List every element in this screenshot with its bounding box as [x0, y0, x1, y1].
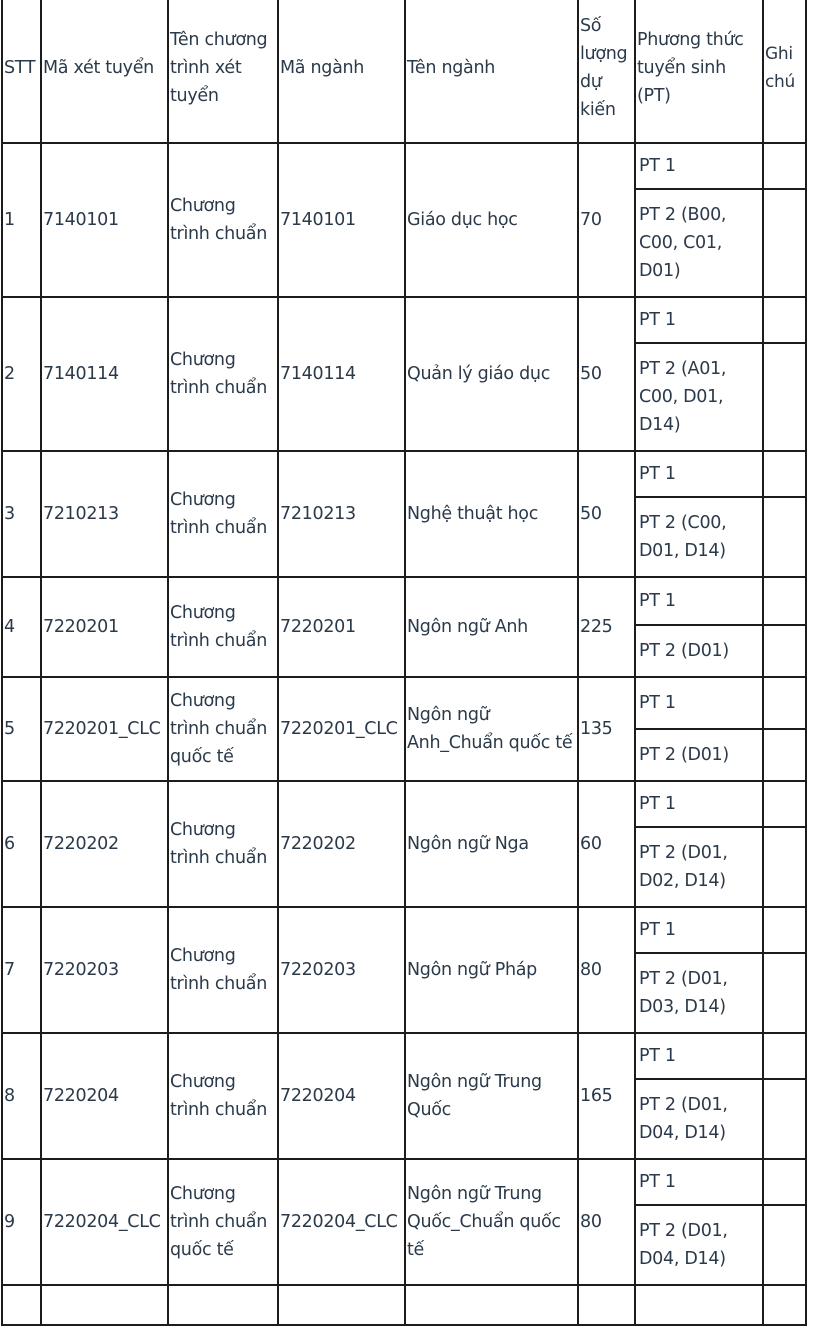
table-row-partial	[2, 1285, 806, 1325]
row-chuong-trinh: Chương trình chuẩn quốc tế	[168, 1159, 278, 1285]
row-pt2: PT 2 (B00, C00, C01, D01)	[635, 189, 763, 297]
row-stt: 5	[2, 677, 41, 781]
row-note	[763, 953, 806, 1033]
row-ten-nganh: Ngôn ngữ Trung Quốc_Chuẩn quốc tế	[405, 1159, 578, 1285]
row-ma-xet-tuyen: 7220201	[41, 577, 168, 677]
row-ten-nganh: Ngôn ngữ Anh	[405, 577, 578, 677]
row-ma-xet-tuyen: 7220204	[41, 1033, 168, 1159]
row-ma-nganh: 7210213	[278, 451, 405, 577]
row-pt1: PT 1	[635, 143, 763, 189]
row-ma-nganh: 7220204_CLC	[278, 1159, 405, 1285]
row-ma-nganh: 7220202	[278, 781, 405, 907]
row-ten-nganh: Quản lý giáo dục	[405, 297, 578, 451]
row-chuong-trinh: Chương trình chuẩn	[168, 781, 278, 907]
row-ma-xet-tuyen: 7140101	[41, 143, 168, 297]
row-ma-xet-tuyen: 7220203	[41, 907, 168, 1033]
row-partial-cell	[2, 1285, 41, 1325]
table-row	[2, 577, 806, 625]
header-ten-chuong-trinh: Tên chương trình xét tuyển	[168, 0, 278, 143]
row-ten-nganh: Ngôn ngữ Anh_Chuẩn quốc tế	[405, 677, 578, 781]
row-so-luong: 165	[578, 1033, 635, 1159]
row-stt: 8	[2, 1033, 41, 1159]
row-ma-xet-tuyen: 7210213	[41, 451, 168, 577]
row-note	[763, 343, 806, 451]
row-partial-cell	[578, 1285, 635, 1325]
row-pt1: PT 1	[635, 1033, 763, 1079]
table-row	[2, 1159, 806, 1205]
row-ma-nganh: 7220201	[278, 577, 405, 677]
row-partial-cell	[763, 1285, 806, 1325]
row-so-luong: 50	[578, 297, 635, 451]
row-so-luong: 80	[578, 907, 635, 1033]
row-so-luong: 80	[578, 1159, 635, 1285]
row-note	[763, 1033, 806, 1079]
row-pt1: PT 1	[635, 297, 763, 343]
row-so-luong: 60	[578, 781, 635, 907]
row-ma-xet-tuyen: 7220204_CLC	[41, 1159, 168, 1285]
header-ma-xet-tuyen: Mã xét tuyển	[41, 0, 168, 143]
row-note	[763, 1159, 806, 1205]
row-ma-xet-tuyen: 7220202	[41, 781, 168, 907]
row-stt: 1	[2, 143, 41, 297]
row-chuong-trinh: Chương trình chuẩn	[168, 1033, 278, 1159]
row-note	[763, 907, 806, 953]
row-partial-cell	[635, 1285, 763, 1325]
header-stt: STT	[2, 0, 41, 143]
row-note	[763, 189, 806, 297]
header-ghi-chu: Ghi chú	[763, 0, 806, 143]
row-ma-xet-tuyen: 7140114	[41, 297, 168, 451]
table-row	[2, 451, 806, 497]
row-ten-nganh: Giáo dục học	[405, 143, 578, 297]
row-stt: 9	[2, 1159, 41, 1285]
row-chuong-trinh: Chương trình chuẩn	[168, 451, 278, 577]
row-pt1: PT 1	[635, 1159, 763, 1205]
row-note	[763, 781, 806, 827]
row-pt1: PT 1	[635, 677, 763, 729]
row-note	[763, 497, 806, 577]
row-ma-nganh: 7220201_CLC	[278, 677, 405, 781]
header-phuong-thuc: Phương thức tuyển sinh (PT)	[635, 0, 763, 143]
row-chuong-trinh: Chương trình chuẩn	[168, 297, 278, 451]
row-stt: 7	[2, 907, 41, 1033]
row-pt2: PT 2 (A01, C00, D01, D14)	[635, 343, 763, 451]
row-chuong-trinh: Chương trình chuẩn	[168, 143, 278, 297]
row-stt: 6	[2, 781, 41, 907]
row-ten-nganh: Ngôn ngữ Pháp	[405, 907, 578, 1033]
table-body	[2, 143, 806, 1325]
row-pt2: PT 2 (D01)	[635, 729, 763, 781]
table-row	[2, 677, 806, 729]
table-row	[2, 1033, 806, 1079]
row-pt1: PT 1	[635, 577, 763, 625]
header-ten-nganh: Tên ngành	[405, 0, 578, 143]
header-so-luong: Số lượng dự kiến	[578, 0, 635, 143]
row-chuong-trinh: Chương trình chuẩn	[168, 577, 278, 677]
table-row	[2, 781, 806, 827]
row-ma-xet-tuyen: 7220201_CLC	[41, 677, 168, 781]
table-row	[2, 907, 806, 953]
row-note	[763, 729, 806, 781]
row-ma-nganh: 7220203	[278, 907, 405, 1033]
row-note	[763, 677, 806, 729]
row-pt2: PT 2 (D01, D03, D14)	[635, 953, 763, 1033]
row-partial-cell	[278, 1285, 405, 1325]
row-partial-cell	[168, 1285, 278, 1325]
row-note	[763, 577, 806, 625]
row-so-luong: 135	[578, 677, 635, 781]
row-pt1: PT 1	[635, 451, 763, 497]
row-pt2: PT 2 (D01, D04, D14)	[635, 1079, 763, 1159]
table-row	[2, 297, 806, 343]
row-ma-nganh: 7220204	[278, 1033, 405, 1159]
row-pt1: PT 1	[635, 907, 763, 953]
row-so-luong: 50	[578, 451, 635, 577]
row-partial-cell	[405, 1285, 578, 1325]
row-ten-nganh: Ngôn ngữ Trung Quốc	[405, 1033, 578, 1159]
row-note	[763, 1079, 806, 1159]
row-pt2: PT 2 (D01, D02, D14)	[635, 827, 763, 907]
table-row	[2, 143, 806, 189]
row-note	[763, 1205, 806, 1285]
row-note	[763, 451, 806, 497]
row-ten-nganh: Ngôn ngữ Nga	[405, 781, 578, 907]
row-pt2: PT 2 (D01, D04, D14)	[635, 1205, 763, 1285]
row-pt1: PT 1	[635, 781, 763, 827]
row-partial-cell	[41, 1285, 168, 1325]
row-chuong-trinh: Chương trình chuẩn	[168, 907, 278, 1033]
row-note	[763, 297, 806, 343]
row-pt2: PT 2 (D01)	[635, 625, 763, 677]
row-note	[763, 143, 806, 189]
row-ma-nganh: 7140101	[278, 143, 405, 297]
row-note	[763, 625, 806, 677]
header-row	[2, 0, 806, 143]
row-so-luong: 225	[578, 577, 635, 677]
admissions-table	[1, 0, 807, 1326]
row-ma-nganh: 7140114	[278, 297, 405, 451]
row-stt: 2	[2, 297, 41, 451]
row-ten-nganh: Nghệ thuật học	[405, 451, 578, 577]
row-stt: 3	[2, 451, 41, 577]
header-ma-nganh: Mã ngành	[278, 0, 405, 143]
row-note	[763, 827, 806, 907]
row-stt: 4	[2, 577, 41, 677]
row-so-luong: 70	[578, 143, 635, 297]
row-chuong-trinh: Chương trình chuẩn quốc tế	[168, 677, 278, 781]
row-pt2: PT 2 (C00, D01, D14)	[635, 497, 763, 577]
